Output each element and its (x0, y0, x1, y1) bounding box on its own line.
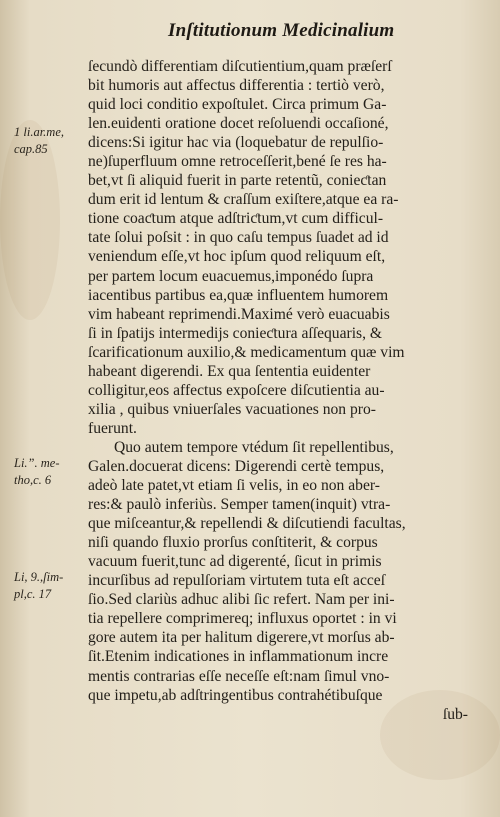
text-line: veniendum eſſe,vt hoc ipſum quod reliquum eſt, (88, 248, 386, 266)
text-line: niſi quando fluxio prorſus conſtiterit, & corpus (88, 534, 378, 552)
text-line: tia repellere comprimereq; influxus oportet : in vi (88, 610, 397, 628)
text-line: bit humoris aut affectus differentia : tertiò verò, (88, 77, 385, 95)
margin-note (14, 455, 60, 489)
text-line: ſit.Etenim indicationes in inflammationum incre (88, 648, 389, 666)
margin-note-line: cap.85 (14, 142, 48, 156)
paragraph (88, 57, 468, 438)
text-line: ſio.Sed clariùs adhuc alibi ſic refert. Nam per ini- (88, 591, 395, 609)
text-line: incurſibus ad repulſoriam virtutem tuta eſt acceſ (88, 572, 386, 590)
running-head: Inſtitutionum Medicinalium (168, 20, 395, 41)
margin-note-line: tho,c. 6 (14, 473, 52, 487)
text-line: Galen.docuerat dicens: Digerendi certè tempus, (88, 457, 385, 475)
text-line: iacentibus partibus ea,quæ influentem humorem (88, 286, 389, 304)
text-line: fuerunt. (88, 419, 137, 437)
text-line: dum erit id lentum & craſſum exiſtere,atque ea ra- (88, 191, 399, 209)
text-line: vim habeant reprimendi.Maximé verò euacuabis (88, 305, 390, 323)
text-line: ſecundò differentiam diſcutientium,quam præſerſ (88, 58, 392, 75)
main-text (88, 57, 468, 724)
text-line: quid loci conditio expoſtulet. Circa primum Ga- (88, 96, 387, 114)
margin-note-line: Li.”. me- (14, 456, 60, 470)
catchword: ſub- (442, 705, 468, 723)
text-line: ne)ſuperfluum omne retroceſſerit,bené ſe res ha- (88, 153, 387, 171)
text-line: que impetu,ab adſtringentibus contrahétibuſque (88, 686, 383, 704)
margin-note-line: 1 li.ar.me, (14, 125, 64, 139)
text-line: xilia , quibus vniuerſales vacuationes non pro- (88, 400, 376, 418)
margin-note (14, 124, 64, 158)
margin-note (14, 569, 63, 603)
text-line: vacuum fuerit,tunc ad digerenté, ſicut in primis (88, 553, 382, 571)
text-line: mentis contrarias eſſe neceſſe eſt:nam ſimul vno- (88, 667, 390, 685)
text-line: tate ſolui poſsit : in quo caſu tempus ſuadet ad id (88, 229, 389, 247)
text-line: adeò late patet,vt etiam ſi velis, in eo non aber- (88, 477, 380, 495)
text-line: bet,vt ſi aliquid fuerit in parte retentũ, conieƈtan (88, 172, 387, 190)
text-line: ſcarificationum auxilio,& medicamentum quæ vim (88, 343, 405, 361)
text-line: colligitur,eos affectus expoſcere diſcutientia au- (88, 381, 385, 399)
text-line: res:& paulò inferiùs. Semper tamen(inquit) vtra- (88, 496, 391, 514)
text-line: habeant digerendi. Ex qua ſententia euidenter (88, 362, 371, 380)
text-line: dicens:Si igitur hac via (loquebatur de repulſio- (88, 134, 384, 152)
text-line: len.euidenti oratione docet reſoluendi occaſioné, (88, 115, 389, 133)
text-line: gore autem ita per halitum digerere,vt morſus ab- (88, 629, 395, 647)
margin-note-line: Li, 9.,ſim- (14, 570, 64, 584)
text-line: tione coaƈtum atque adſtriƈtum,vt cum difficul- (88, 210, 384, 228)
text-line: que miſceantur,& repellendi & diſcutiendi facultas, (88, 515, 406, 533)
margin-note-line: pl,c. 17 (14, 587, 52, 601)
text-line: per partem locum euacuemus,imponédo ſupra (88, 267, 374, 285)
paragraph (88, 438, 468, 705)
text-line: Quo autem tempore vtédum ſit repellentibus, (114, 438, 394, 456)
text-line: ſi in ſpatijs intermedijs conieƈtura aſſequaris, & (88, 324, 383, 342)
